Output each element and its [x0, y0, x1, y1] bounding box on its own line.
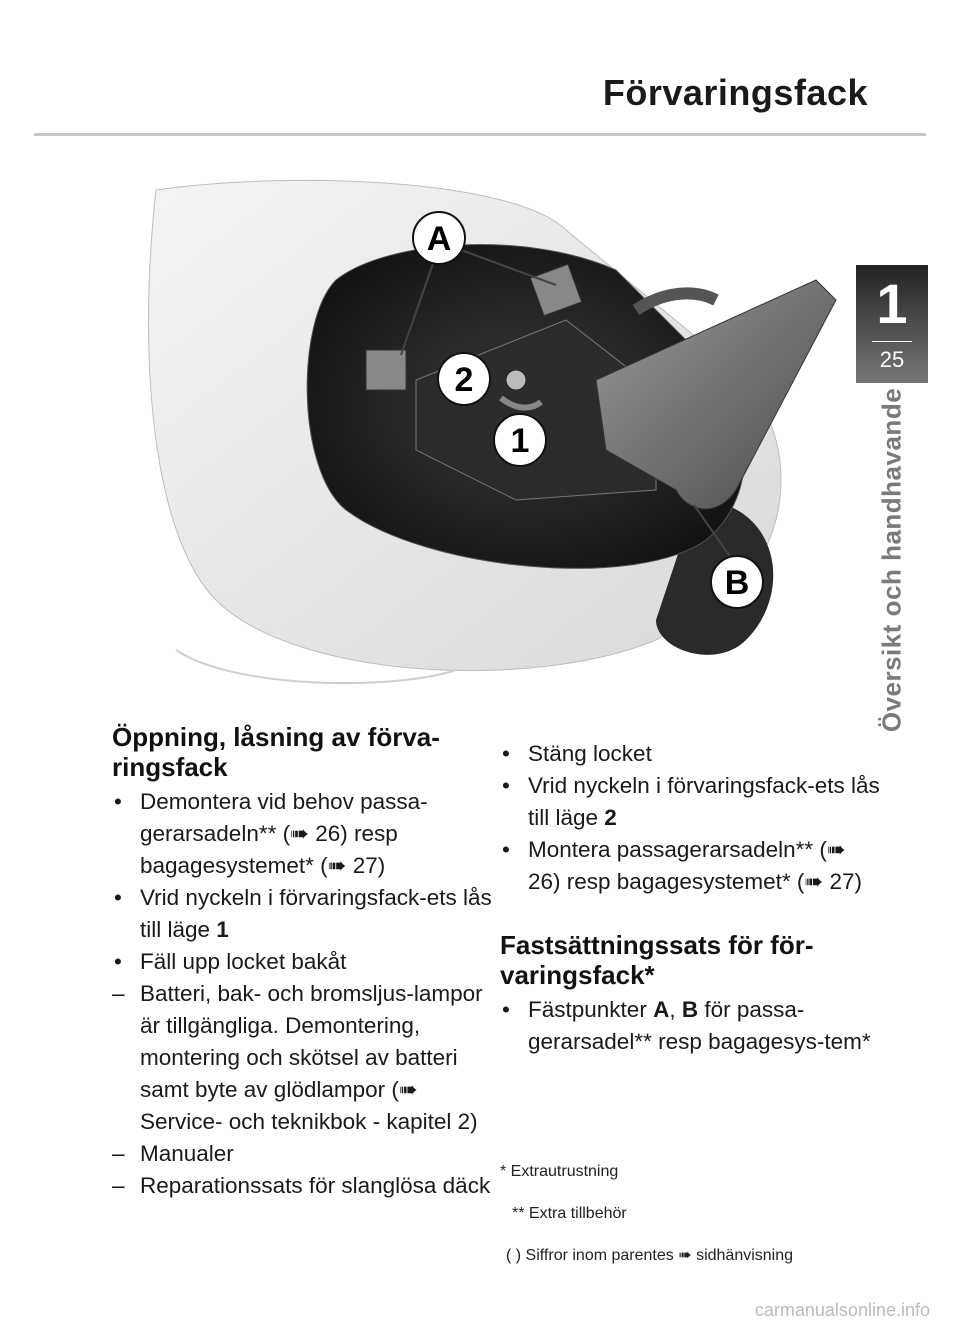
- section-heading-opening: Öppning, låsning av förva-ringsfack: [112, 722, 440, 782]
- list-item-text: Stäng locket: [528, 741, 652, 766]
- footnote-optional-equipment: * Extrautrustning: [500, 1163, 619, 1180]
- chapter-divider: [872, 341, 912, 342]
- watermark: carmanualsonline.info: [754, 1300, 930, 1320]
- list-item-text: Manualer: [140, 1141, 234, 1166]
- section-heading-mounting-kit: Fastsättningssats för för-varingsfack*: [500, 930, 814, 990]
- list-item: [500, 738, 880, 770]
- list-item: [112, 946, 492, 978]
- left-column: [112, 722, 492, 1202]
- point-label-b: B: [681, 997, 699, 1022]
- list-item-text: för passa-gerarsadel** resp bagagesys-tem*: [528, 997, 871, 1054]
- mounting-kit-list: [500, 994, 880, 1058]
- storage-compartment-photo: [96, 170, 846, 690]
- list-item: [112, 1170, 492, 1202]
- footnote-page-reference: ( ) Siffror inom parentes ➠ sidhänvisning: [506, 1247, 794, 1264]
- list-item-text: Montera passagerarsadeln** (➠ 26) resp bagagesystemet* (➠ 27): [528, 837, 863, 894]
- callout-a-label: A: [426, 220, 452, 258]
- callout-b-label: B: [724, 564, 750, 602]
- position-number: 2: [604, 805, 617, 830]
- callout-2: [438, 353, 490, 405]
- page-number: 25: [879, 347, 905, 372]
- chapter-number: 1: [876, 272, 908, 335]
- list-item-text: Batteri, bak- och bromsljus-lampor är tillgängliga. Demontering, montering och skötsel av batteri samt byte av glödlampor (➠ Service- och teknikbok - kapitel 2): [140, 981, 483, 1134]
- list-item: [112, 978, 492, 1138]
- list-item-text: Fäll upp locket bakåt: [140, 949, 347, 974]
- footnote-accessories: ** Extra tillbehör: [512, 1205, 627, 1222]
- list-item-text: Demontera vid behov passa-gerarsadeln** (➠ 26) resp bagagesystemet* (➠ 27): [140, 789, 428, 878]
- callout-1-label: 1: [510, 422, 530, 460]
- list-item: [500, 994, 880, 1058]
- header-rule: [34, 133, 926, 136]
- opening-steps-list: [112, 786, 492, 1202]
- list-item-text: Reparationssats för slanglösa däck: [140, 1173, 491, 1198]
- callout-b: [711, 556, 763, 608]
- callout-1: [494, 414, 546, 466]
- list-item: [112, 786, 492, 882]
- list-item-text: Vrid nyckeln i förvaringsfack-ets lås till läge: [140, 885, 492, 942]
- right-column: [500, 738, 880, 1058]
- list-item-text: Fästpunkter: [528, 997, 654, 1022]
- list-item-text: ,: [669, 997, 682, 1022]
- list-item: [500, 770, 880, 834]
- list-item-text: Vrid nyckeln i förvaringsfack-ets lås till läge: [528, 773, 880, 830]
- position-number: 1: [216, 917, 229, 942]
- list-item: [112, 882, 492, 946]
- callout-2-label: 2: [454, 361, 474, 399]
- chapter-side-label: Översikt och handhavande: [876, 387, 907, 733]
- spacer: [500, 898, 880, 930]
- list-item: [112, 1138, 492, 1170]
- footnotes: [500, 1162, 900, 1266]
- point-label-a: A: [653, 997, 670, 1022]
- chapter-tab: [856, 265, 928, 383]
- closing-steps-list: [500, 738, 880, 898]
- page-title: Förvaringsfack: [602, 72, 868, 113]
- callout-a: [413, 212, 465, 264]
- list-item: [500, 834, 880, 898]
